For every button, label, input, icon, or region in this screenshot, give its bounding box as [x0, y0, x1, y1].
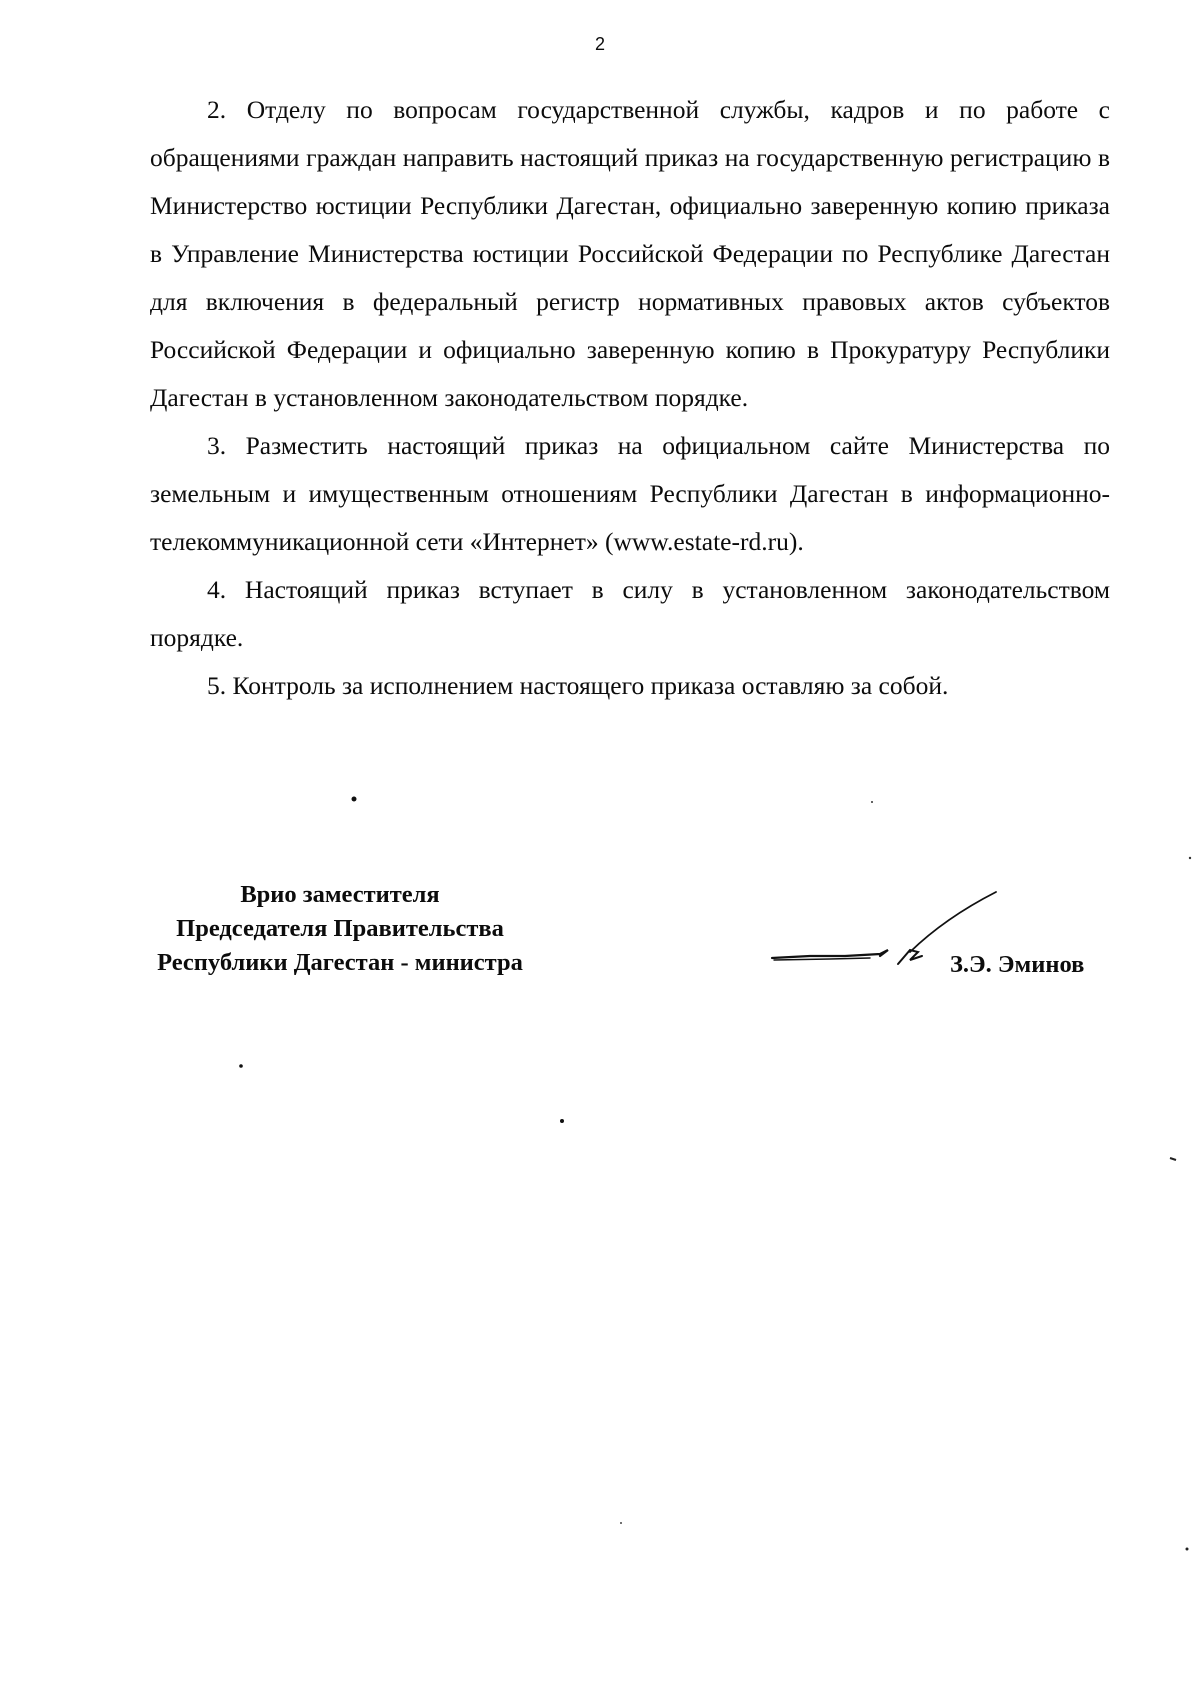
- signatory-title-line-3: Республики Дагестан - министра: [157, 949, 523, 976]
- page-number: 2: [594, 34, 605, 54]
- paragraph-5-control: 5. Контроль за исполнением настоящего приказа оставляю за собой.: [207, 671, 949, 700]
- paragraph-3-website-posting: 3. Разместить настоящий приказ на официальном сайте Министерства по земельным и имущественным отношениям Республики Дагестан в информационно-телекоммуникационной сети «Интернет» (www.estate-rd.ru).: [150, 431, 1110, 556]
- paragraph-2-publication-order: 2. Отделу по вопросам государственной службы, кадров и по работе с обращениями граждан направить настоящий приказ на государственную регистрацию в Министерство юстиции Республики Дагестан, официально заверенную копию приказа в Управление Министерства юстиции Российской Федерации по Республике Дагестан для включения в федеральный регистр нормативных правовых актов субъектов Российской Федерации и официально заверенную копию в Прокуратуру Республики Дагестан в установленном законодательством порядке.: [150, 95, 1110, 412]
- signatory-title-line-2: Председателя Правительства: [176, 915, 504, 942]
- signatory-title-line-1: Врио заместителя: [240, 881, 440, 908]
- signer-name: З.Э. Эминов: [950, 951, 1085, 978]
- paragraph-4-entry-into-force: 4. Настоящий приказ вступает в силу в установленном законодательством порядке.: [150, 575, 1110, 652]
